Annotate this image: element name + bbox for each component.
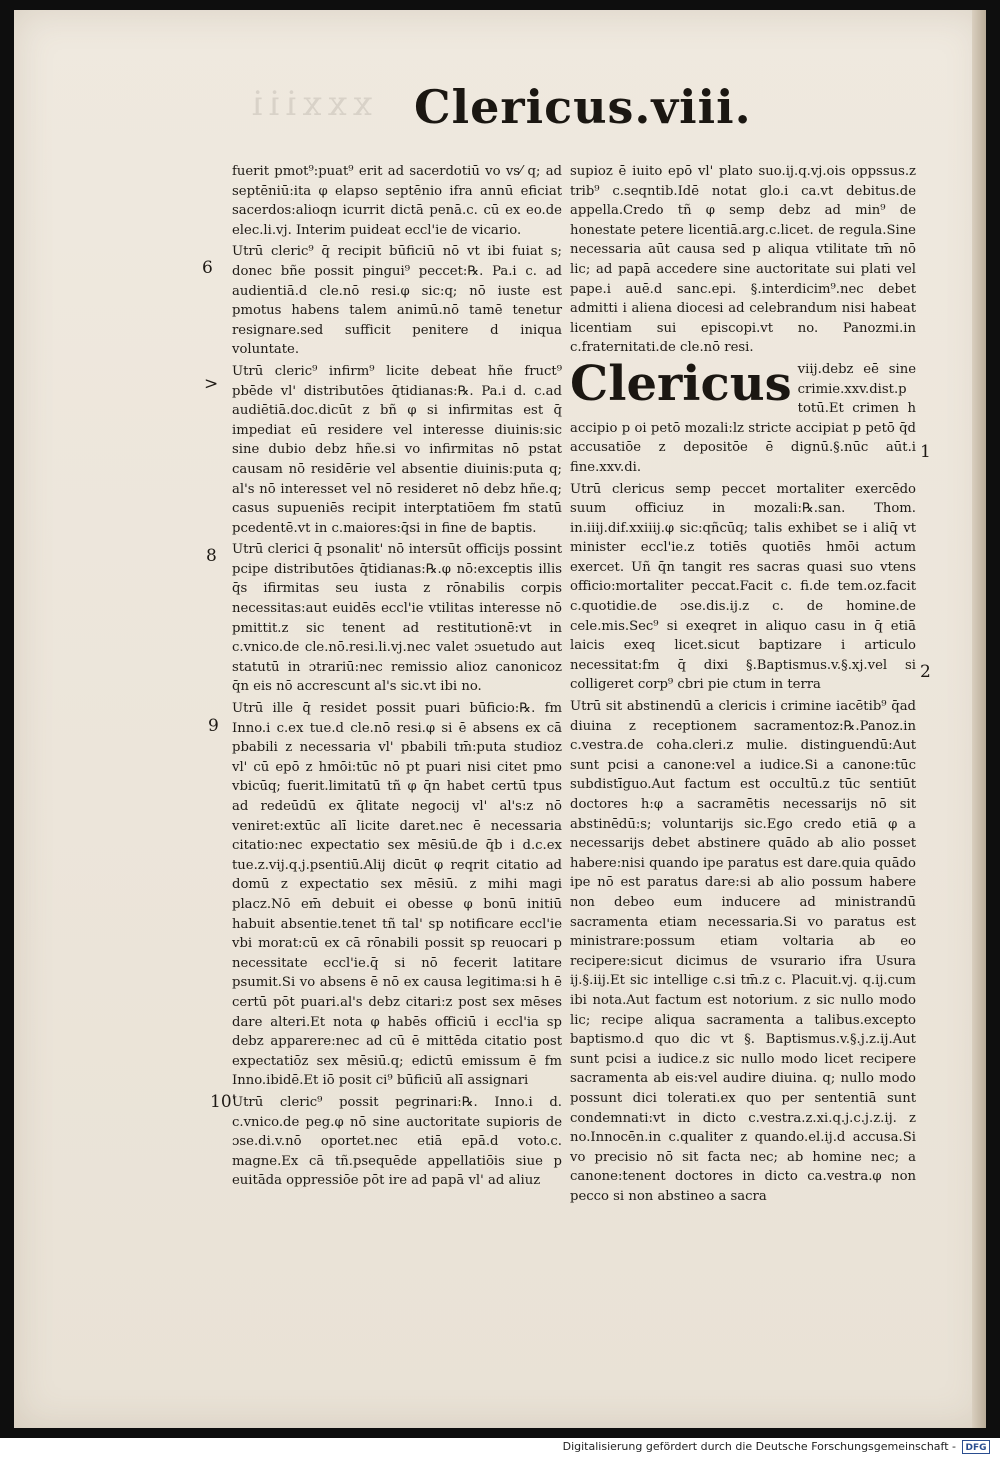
paragraph: fuerit pmot⁹:puat⁹ erit ad sacerdotiū vo vs⁄ q; ad septēniū:ita φ elapso septēnio ifra annū eficiat sacerdos:alioqn icurrit dictā penā.c. cū ex eo.de elec.li.vj. Interim puideat eccl'ie de vicario. (232, 164, 562, 238)
footer-bar (0, 1438, 1000, 1458)
dfg-logo: DFG (962, 1440, 990, 1454)
paragraph: viij.debz eē sine crimie.xxv.dist.p totū.Et crimen h accipio p oi petō mozali:lz stricte accipiat p petō q̄d accusatiōe z depositōe ē dignū.§.nūc aūt.i fine.xxv.di. (570, 361, 916, 475)
margin-number: > (204, 374, 219, 394)
bleed-through-text: xxxiii (246, 84, 373, 124)
paragraph: Utrū clericus semp peccet mortaliter exercēdo suum officiuz in mozali:℞.san. Thom. in.iiij.dif.xxiiij.φ sic:qñcūq; talis exhibet se i aliq̄ vt minister eccl'ie.z totiēs quotiēs hmōi actum exercet. Uñ q̄n tangit res sacras quasi suo vtens officio:mortaliter peccat.Facit c. fi.de tem.oz.facit c.quotidie.de ɔse.dis.ij.z c. de homine.de cele.mis.Sec⁹ si exeqret in aliquo casu in q̄ etiā laicis exeq licet.sicut baptizare i articulo necessitat:fm q̄ dixi §.Baptismus.v.§.xj.vel si colligeret corp⁹ cbri pie ctum in terra (570, 481, 916, 693)
section-heading (570, 355, 916, 478)
paragraph: Utrū cleric⁹ possit pegrinari:℞. Inno.i d. c.vnico.de peg.φ nō sine auctoritate supioris de ɔse.di.v.nō oportet.nec etiā epā.d voto.c. magne.Ex cā tñ.psequēde appellatiōis siue p euitāda oppressiōe pōt ire ad papā vl' ad aliuz (232, 1094, 562, 1189)
page-edge (972, 10, 986, 1428)
margin-number: 9 (208, 716, 219, 736)
section-title-word: Clericus (570, 355, 792, 412)
book-page (14, 10, 986, 1428)
paragraph: Utrū sit abstinendū a clericis i crimine iacētib⁹ q̄ad diuina z receptionem sacramentoz:℞.Panoz.in c.vestra.de coha.cleri.z mulie. distinguendū:Aut sunt pcisi a canone:vel a iudice.Si a canone:tūc subdistīguo.Aut factum est occultū.z tūc sentiūt doctores h:φ a sacramētis necessarijs nō sit abstinēdū:s; voluntarijs sic.Ego credo etiā φ a necessarijs debet abstinere quādo ab alio posset habere:nisi quando ipe paratus est dare.quia quādo ipe nō est paratus dare:si ab alio possum habere non debeo eum inducere ad ministrandū sacramenta etiam necessaria.Si vo paratus est ministrare:possum etiam voltaria ab eo recipere:sicut dicimus de vsurario ifra Usura ij.§.iij.Et sic intellige c.si tm̄.z c. Placuit.vj. q.ij.cum ibi nota.Aut factum est notorium. z sic nullo modo lic; recipe aliqua sacramenta a talibus.excepto baptismo.d quo dic vt §. Baptismus.v.§.j.z.ij.Aut sunt pcisi a iudice.z sic nullo modo licet recipere sacramenta ab eis:vel audire diuina. q; nullo modo possunt dici tolerati.ex quo per sententiā sunt condemnati:vt in dicto c.vestra.z.xi.q.j.c.j.z.ij. z no.Innocēn.in c.qualiter z quando.el.ij.d accusa.Si vo precisio nō sit facta nec; ab homine nec; a canone:tenent doctores in dicto ca.vestra.φ non pecco si non abstineo a sacra (570, 699, 916, 1204)
margin-number: 1 (920, 442, 931, 462)
paragraph: Utrū cleric⁹ infirm⁹ licite debeat hñe fruct⁹ pbēde vl' distributōes q̄tidianas:℞. Pa.i d. c.ad audiētiā.doc.dicūt z bñ φ si infirmitas est q̄ impediat eū residere vel interesse diuinis:sic sine dubio debz hñe.si vo infirmitas nō pstat causam nō residērie vel absentie diuinis:puta q; al's nō interesset vel nō resideret nō debz hñe.q; casus supueniēs recipit interptatiōem fm statū pcedentē.vt in c.maiores:q̄si in fine de baptis. (232, 363, 562, 536)
paragraph: supioz ē iuito epō vl' plato suo.ij.q.vj.ois oppssus.z trib⁹ c.seqntib.Idē notat glo.i ca.vt debitus.de appella.Credo tñ φ semp debz ad min⁹ de honestate petere licentiā.arg.c.licet. de regula.Sine necessaria aūt causa sed p aliqua vtilitate tm̄ nō lic; ad papā accedere sine auctoritate sui plati vel pape.i auē.d sanc.epi. §.interdicim⁹.nec debet admitti i aliena diocesi ad celebrandum nisi habeat licentiam sui episcopi.vt no. Panozmi.in c.fraternitati.de cle.nō resi. (570, 164, 916, 356)
margin-number: 6 (202, 258, 213, 278)
margin-number: 2 (920, 662, 931, 682)
running-head: Clericus.viii. (414, 80, 752, 134)
paragraph: Utrū ille q̄ residet possit puari būficio:℞. fm Inno.i c.ex tue.d cle.nō resi.φ si ē absens ex cā pbabili z necessaria vl' pbabili tm̄:puta studioz vl' cū epō z hmōi:tūc nō pt puari nisi citet pmo vbicūq; fuerit.limitatū tñ φ q̄n habet certū tpus ad redeūdū ex q̄litate negocij vl' al's:z nō veniret:extūc alī licite daret.nec ē necessaria citatio:nec expectatio sex mēsiū.de q̄b i d.c.ex tue.z.vij.q.j.psentiū.Alij dicūt φ reqrit citatio ad domū z expectatio sex mēsiū. z mihi magi placz.Nō em̄ debuit ei obesse φ bonū initiū habuit absentie.tenet tñ tal' sp notificare eccl'ie vbi morat:cū ex cā rōnabili possit sp reuocari p necessitate eccl'ie.q̄ si nō fecerit latitare psumit.Si vo absens ē nō ex causa legitima:si h ē certū pōt puari.al's debz citari:z post sex mēses dare alteri.Et nota φ habēs officiū i eccl'ia sp debz apparere:nec ad cū ē mittēda citatio post expectatiōz sex mēsiū.q; edictū emissum ē fm Inno.ibidē.Et iō posit ci⁹ būficiū alī assignari (232, 701, 562, 1089)
footer-credit: Digitalisierung gefördert durch die Deutsche Forschungsgemeinschaft - (562, 1440, 956, 1453)
paragraph: Utrū cleric⁹ q̄ recipit būficiū nō vt ibi fuiat s; donec bñe possit pingui⁹ peccet:℞. Pa.i c. ad audientiā.d cle.nō resi.φ sic:q; nō iuste est pmotus habens talem animū.nō tamē tenetur resignare.sed sufficit penitere d iniqua voluntate. (232, 244, 562, 358)
margin-number: 10' (210, 1092, 237, 1112)
left-column (232, 162, 562, 1193)
paragraph: Utrū clerici q̄ psonalit' nō intersūt officijs possint pcipe distributōes q̄tidianas:℞.φ nō:exceptis illis q̄s ifirmitas seu iusta z rōnabilis corpis necessitas:aut euidēs eccl'ie vtilitas interesse nō pmittit.z sic tenent ad restitutionē:vt in c.vnico.de cle.nō.resi.li.vj.nec valet ɔsuetudo aut statutū in ɔtrariū:nec remissio alioz canonicoz q̄n eis nō accrescunt al's sic.vt ibi no. (232, 542, 562, 695)
margin-number: 8 (206, 546, 217, 566)
right-column (570, 162, 916, 1208)
